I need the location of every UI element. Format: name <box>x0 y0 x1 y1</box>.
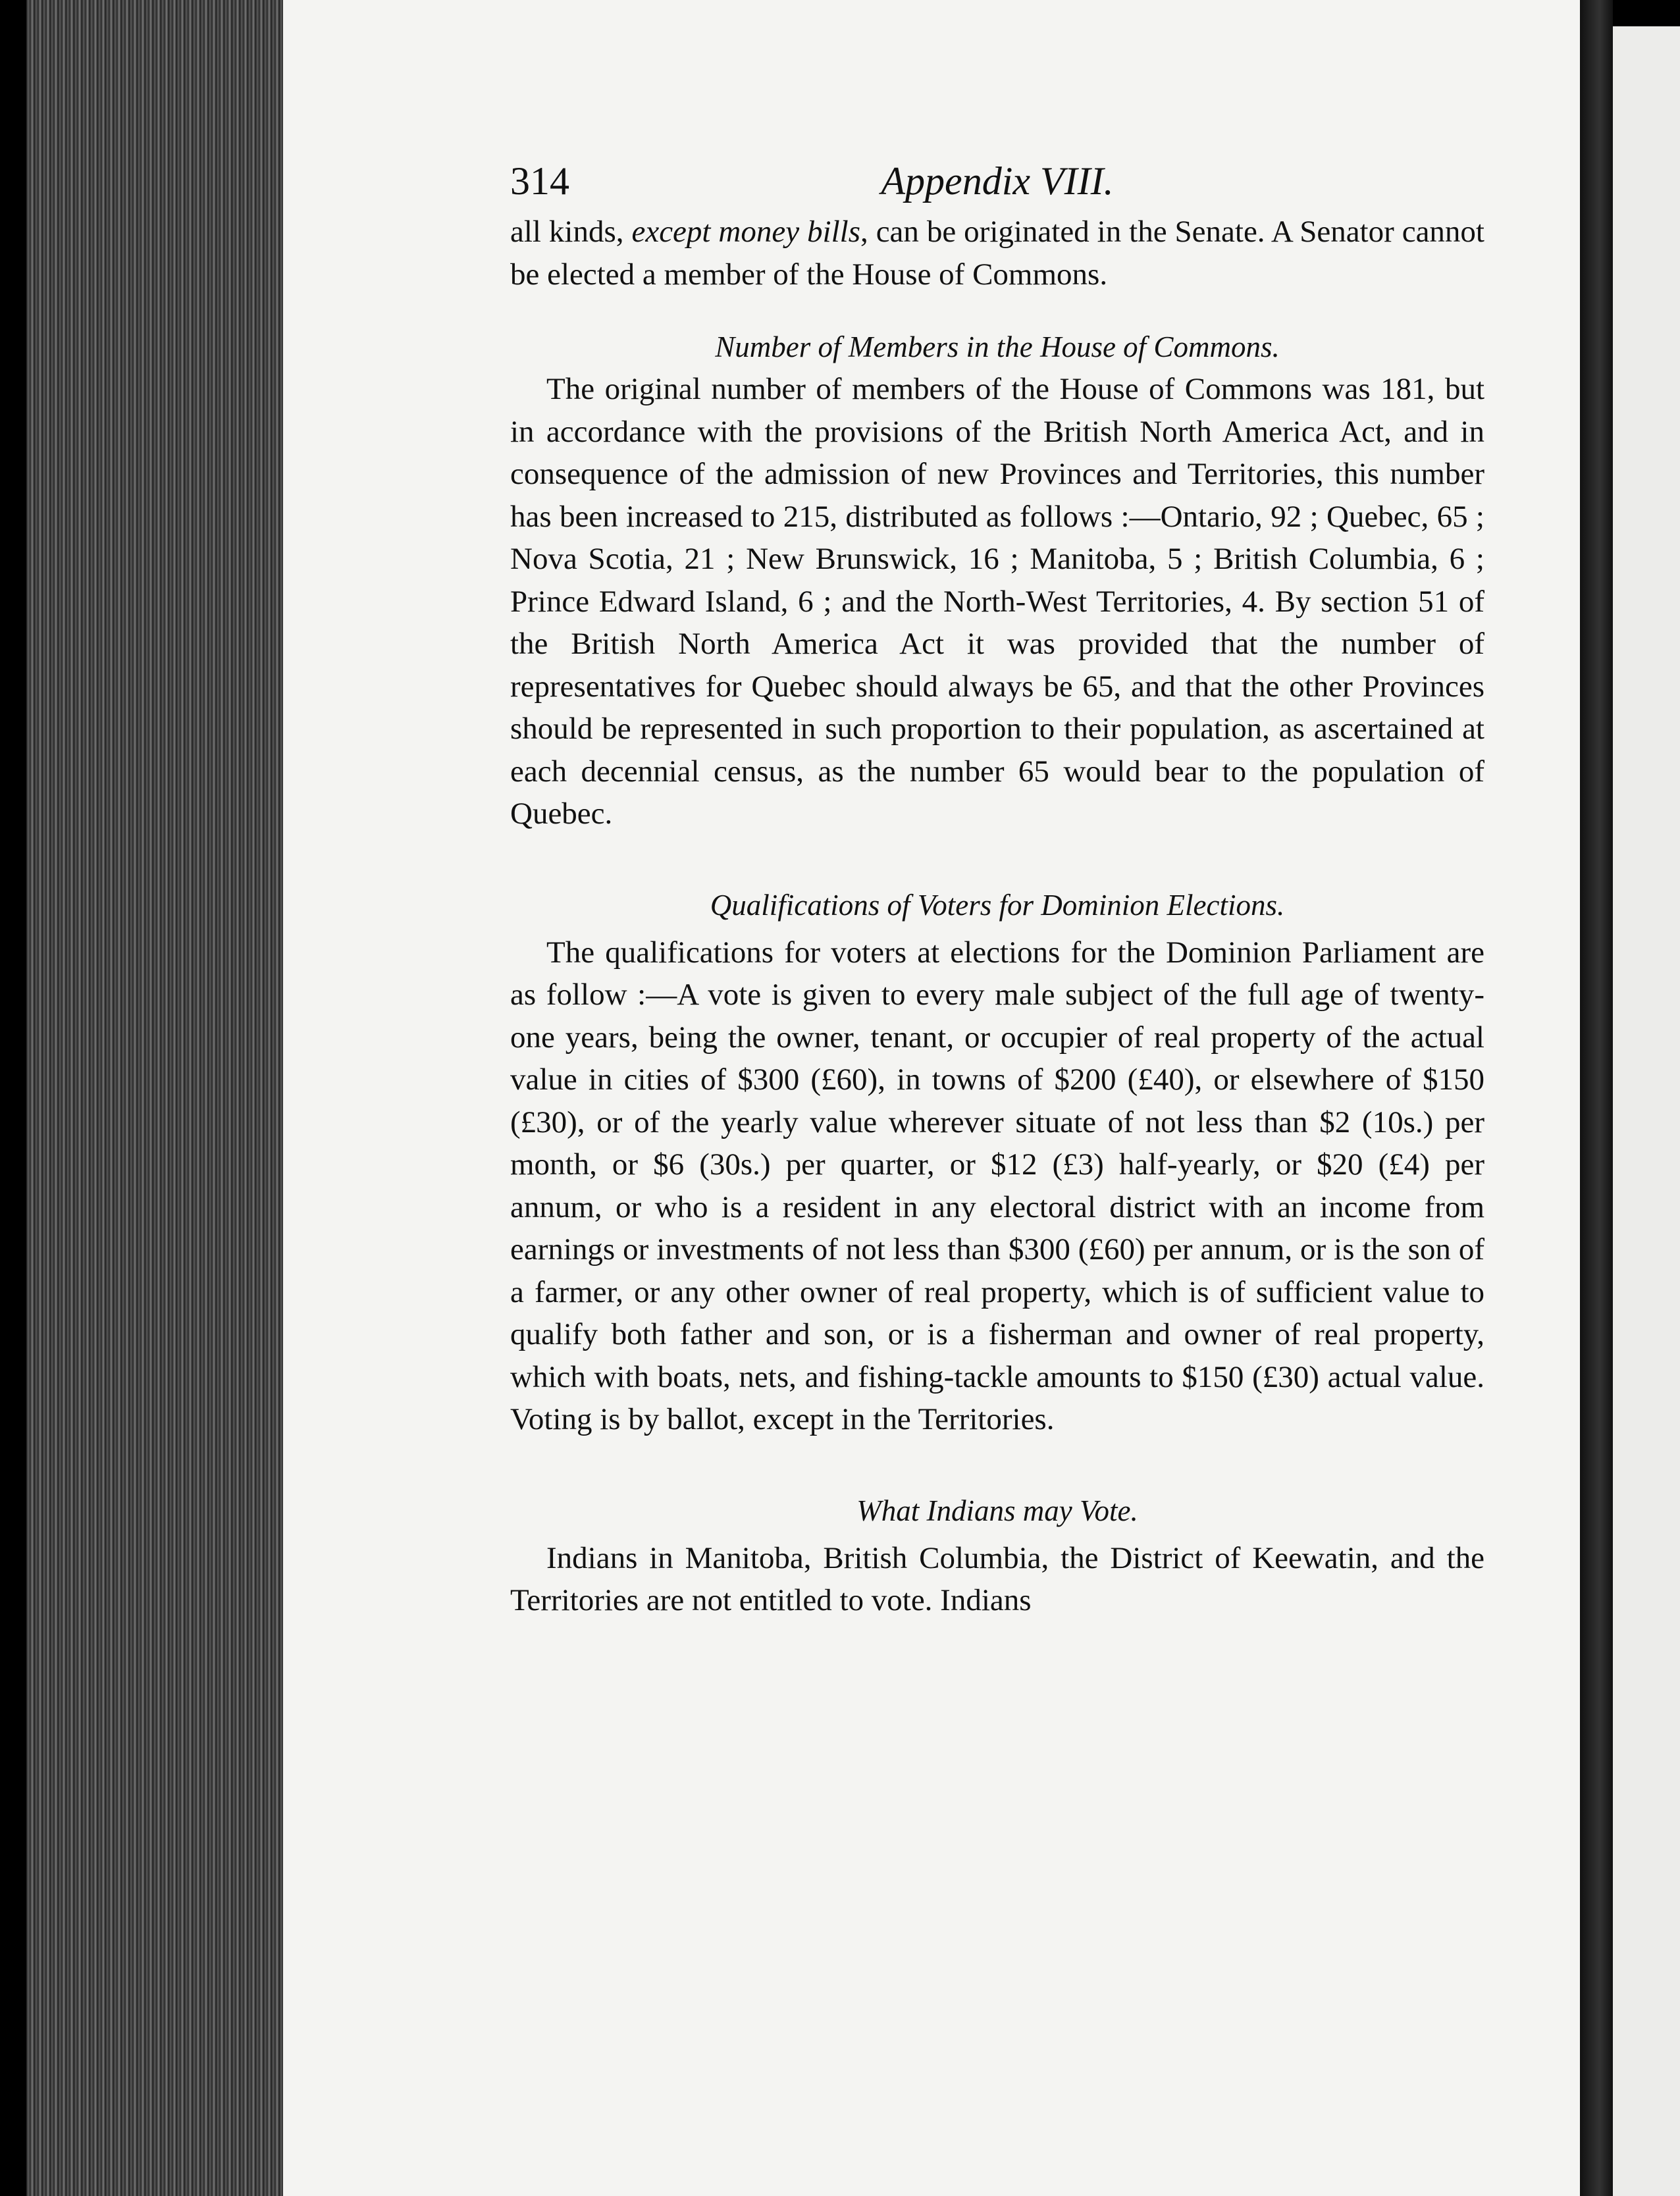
page-content <box>510 151 1484 1622</box>
running-title: Appendix VIII. <box>881 159 1114 203</box>
book-page-edges <box>26 0 283 2196</box>
qualifications-paragraph: The qualifications for voters at elections for the Dominion Parliament are as follow :—A vote is given to every male subject of the full age of twenty-one years, being the owner, tenant, or occupier of real property of the actual value in cities of $300 (£60), in towns of $200 (£40), or elsewhere of $150 (£30), or of the yearly value wherever situate of not less than $2 (10s.) per month, or $6 (30s.) per quarter, or $12 (£3) half-yearly, or $20 (£4) per annum, or who is a resident in any electoral district with an income from earnings or investments of not less than $300 (£60) per annum, or is the son of a farmer, or any other owner of real property, which is of sufficient value to qualify both father and son, or is a fisherman and owner of real property, which with boats, nets, and fishing-tackle amounts to $150 (£30) actual value. Voting is by ballot, except in the Territories. <box>510 935 1484 1436</box>
indians-paragraph: Indians in Manitoba, British Columbia, the District of Keewatin, and the Territories are not entitled to vote. Indians <box>510 1540 1484 1617</box>
intro-paragraph <box>510 211 1484 296</box>
heading-qualifications: Qualifications of Voters for Dominion Elections. <box>710 888 1285 922</box>
page-number: 314 <box>510 159 569 203</box>
heading-members: Number of Members in the House of Commons. <box>715 330 1280 363</box>
intro-text-start: all kinds, <box>510 215 632 249</box>
intro-text-end: , can be originated in the Senate. A Senator cannot be elected a member of the House of Commons. <box>510 215 1484 292</box>
gutter-shadow <box>1580 0 1613 2196</box>
running-head <box>510 151 1484 211</box>
book-page <box>283 0 1580 2196</box>
heading-indians: What Indians may Vote. <box>856 1494 1138 1527</box>
members-paragraph: The original number of members of the House of Commons was 181, but in accordance with the provisions of the British North America Act, and in consequence of the admission of new Provinces and Territories, this number has been increased to 215, distributed as follows :—Ontario, 92 ; Quebec, 65 ; Nova Scotia, 21 ; New Brunswick, 16 ; Manitoba, 5 ; British Columbia, 6 ; Prince Edward Island, 6 ; and the North-West Territories, 4. By section 51 of the British North America Act it was provided that the number of representatives for Quebec should always be 65, and that the other Provinces should be represented in such proportion to their population, as ascertained at each decennial census, as the number 65 would bear to the population of Quebec. <box>510 372 1484 831</box>
facing-page <box>1613 26 1680 2196</box>
intro-italic: except money bills <box>631 215 860 249</box>
